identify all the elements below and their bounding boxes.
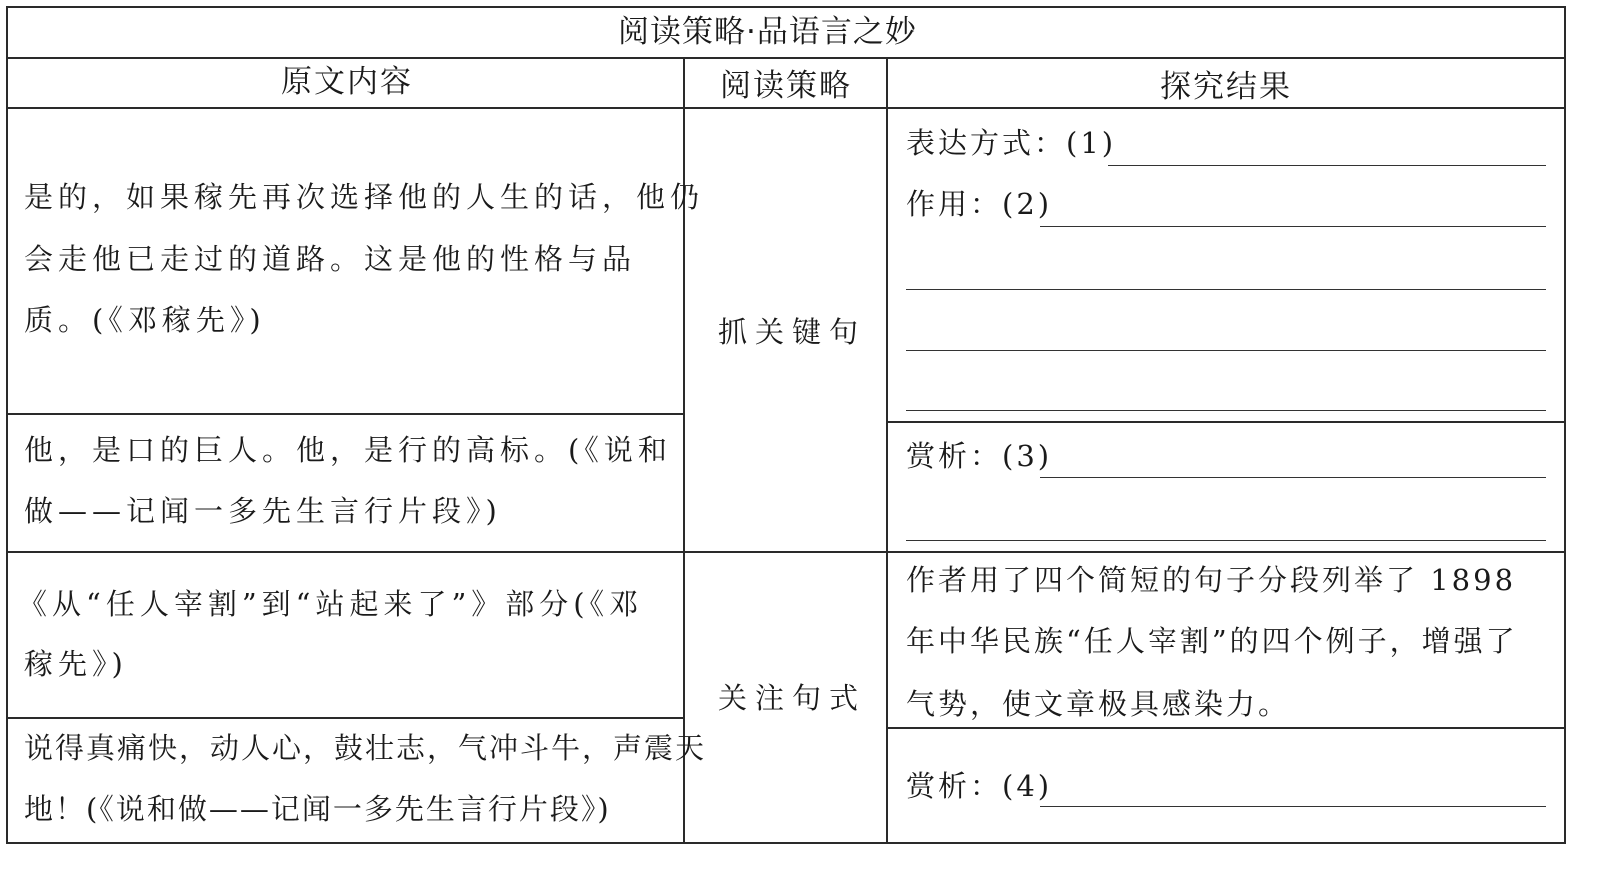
table-border-bottom [6, 842, 1566, 844]
answer-blank-3-line-2[interactable] [906, 540, 1546, 541]
strategy-sentence-pattern: 关注句式 [718, 681, 867, 715]
title-divider [6, 57, 1566, 59]
answer-blank-3[interactable] [1040, 477, 1546, 478]
column-divider-2 [886, 57, 888, 844]
result-appreciation-label-4: 赏析：(4) [906, 769, 1053, 803]
row-divider-2 [6, 551, 1566, 553]
answer-blank-2-line-4[interactable] [906, 410, 1546, 411]
row-divider-1-left [6, 413, 684, 415]
row3-original-line-2: 稼先》) [24, 647, 128, 681]
row4-original-line-2: 地！(《说和做——记闻一多先生言行片段》) [24, 792, 611, 826]
strategy-key-sentence: 抓关键句 [718, 315, 867, 349]
row-divider-3-right [886, 727, 1566, 729]
row2-original-line-1: 他，是口的巨人。他，是行的高标。(《说和 [24, 433, 672, 467]
answer-blank-4[interactable] [1040, 806, 1546, 807]
header-divider [6, 107, 1566, 109]
result-row3-line-2: 年中华民族“任人宰割”的四个例子，增强了 [906, 624, 1518, 658]
row1-original-line-2: 会走他已走过的道路。这是他的性格与品 [24, 242, 637, 276]
result-function-label: 作用：(2) [906, 187, 1053, 221]
row-divider-3-left [6, 717, 684, 719]
answer-blank-2-line-2[interactable] [906, 289, 1546, 290]
row1-original-line-1: 是的，如果稼先再次选择他的人生的话，他仍 [24, 180, 705, 214]
table-border-top [6, 6, 1566, 8]
result-expression-label: 表达方式：(1) [906, 126, 1117, 160]
result-appreciation-label-3: 赏析：(3) [906, 439, 1053, 473]
row2-original-line-2: 做——记闻一多先生言行片段》) [24, 494, 502, 528]
column-divider-1 [683, 57, 685, 844]
answer-blank-2-line-3[interactable] [906, 350, 1546, 351]
result-row3-line-1: 作者用了四个简短的句子分段列举了 1898 [906, 563, 1517, 597]
row-divider-1-right [886, 421, 1566, 423]
result-row3-line-3: 气势，使文章极具感染力。 [906, 687, 1291, 721]
row1-original-line-3: 质。(《邓稼先》) [24, 303, 266, 337]
answer-blank-1[interactable] [1108, 165, 1546, 166]
table-border-left [6, 6, 8, 844]
header-exploration-result: 探究结果 [1160, 69, 1292, 105]
header-original-text: 原文内容 [281, 64, 413, 100]
table-border-right [1564, 6, 1566, 844]
table-title: 阅读策略·品语言之妙 [618, 14, 917, 50]
answer-blank-2[interactable] [1040, 226, 1546, 227]
header-reading-strategy: 阅读策略 [720, 68, 852, 104]
row3-original-line-1: 《从“任人宰割”到“站起来了”》部分(《邓 [18, 587, 644, 621]
row4-original-line-1: 说得真痛快，动人心，鼓壮志，气冲斗牛，声震天 [24, 731, 707, 765]
